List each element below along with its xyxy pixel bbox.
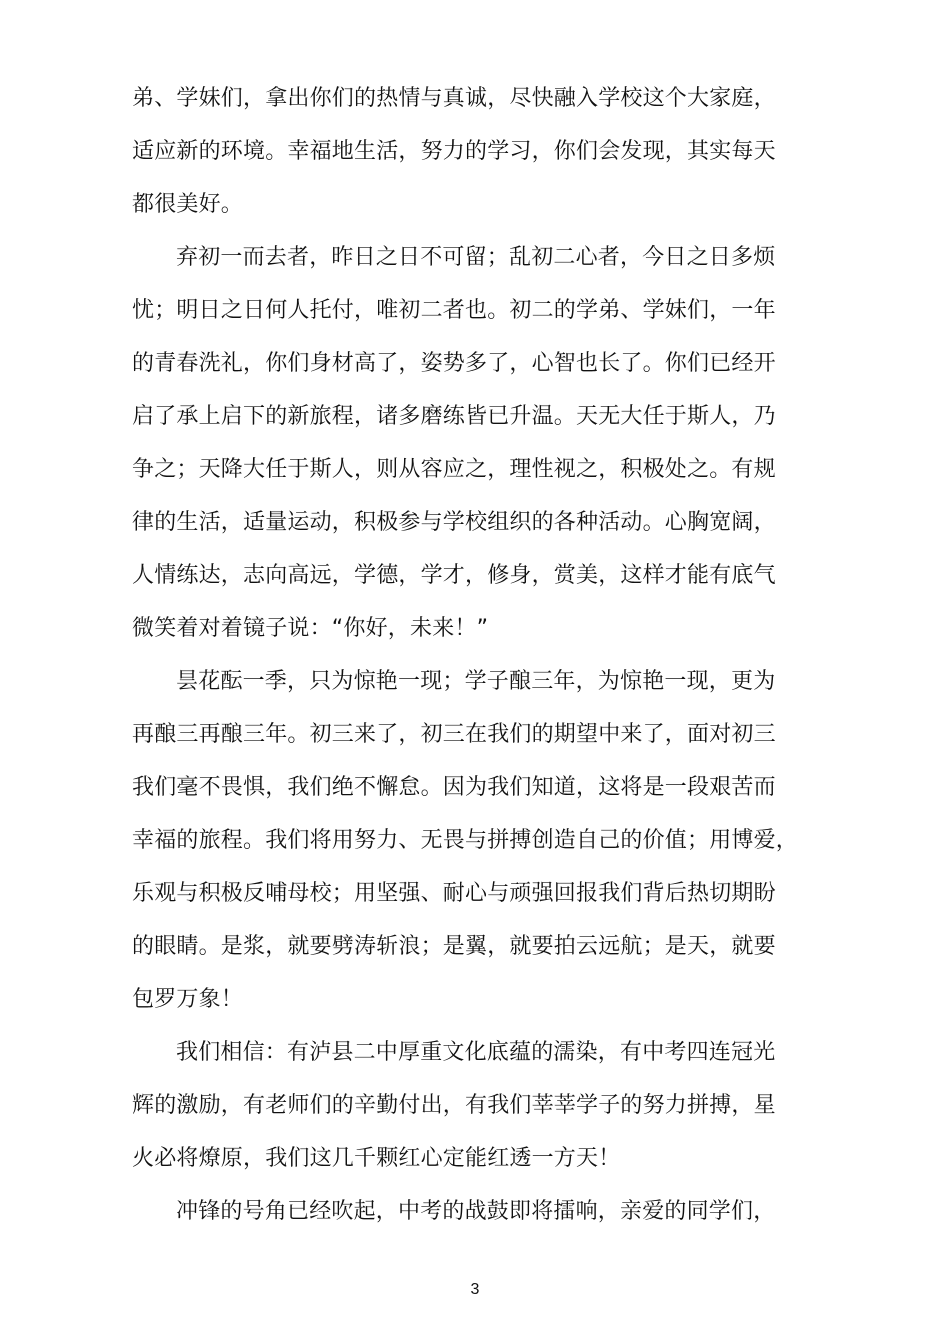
text-line-3: 都很美好。 [132,192,244,217]
text-line-7: 启了承上启下的新旅程，诸多磨练皆已升温。天无大任于斯人，乃 [132,404,776,429]
document-body [132,72,832,1238]
text-line-14: 我们毫不畏惧，我们绝不懈怠。因为我们知道，这将是一段艰苦而 [132,775,776,800]
text-line-21: 火必将燎原，我们这几千颗红心定能红透一方天！ [132,1146,621,1171]
text-line-2: 适应新的环境。幸福地生活，努力的学习，你们会发现，其实每天 [132,139,776,164]
paragraph-start-line-22: 冲锋的号角已经吹起，中考的战鼓即将擂响，亲爱的同学们， [176,1199,776,1224]
text-line-5: 忧；明日之日何人托付，唯初二者也。初二的学弟、学妹们，一年 [132,298,776,323]
page-number: 3 [470,1281,480,1298]
text-line-13: 再酿三再酿三年。初三来了，初三在我们的期望中来了，面对初三 [132,722,776,747]
text-line-9: 律的生活，适量运动，积极参与学校组织的各种活动。心胸宽阔， [132,510,776,535]
text-line-8: 争之；天降大任于斯人，则从容应之，理性视之，积极处之。有规 [132,457,776,482]
text-line-6: 的青春洗礼，你们身材高了，姿势多了，心智也长了。你们已经开 [132,351,776,376]
text-line-1: 弟、学妹们，拿出你们的热情与真诚，尽快融入学校这个大家庭， [132,86,776,111]
paragraph-start-line-12: 昙花酝一季，只为惊艳一现；学子酿三年，为惊艳一现，更为 [176,669,776,694]
text-line-20: 辉的激励，有老师们的辛勤付出，有我们莘莘学子的努力拼搏，星 [132,1093,776,1118]
text-line-17: 的眼睛。是浆，就要劈涛斩浪；是翼，就要拍云远航；是天，就要 [132,934,776,959]
text-line-10: 人情练达，志向高远，学德，学才，修身，赏美，这样才能有底气 [132,563,776,588]
paragraph-start-line-4: 弃初一而去者，昨日之日不可留；乱初二心者，今日之日多烦 [176,245,776,270]
text-line-16: 乐观与积极反哺母校；用坚强、耐心与顽强回报我们背后热切期盼 [132,881,776,906]
text-line-15: 幸福的旅程。我们将用努力、无畏与拼搏创造自己的价值；用博爱， [132,828,799,853]
paragraph-start-line-19: 我们相信：有泸县二中厚重文化底蕴的濡染，有中考四连冠光 [176,1040,776,1065]
text-line-18: 包罗万象！ [132,987,244,1012]
text-line-11: 微笑着对着镜子说：“你好，未来！” [132,616,489,641]
